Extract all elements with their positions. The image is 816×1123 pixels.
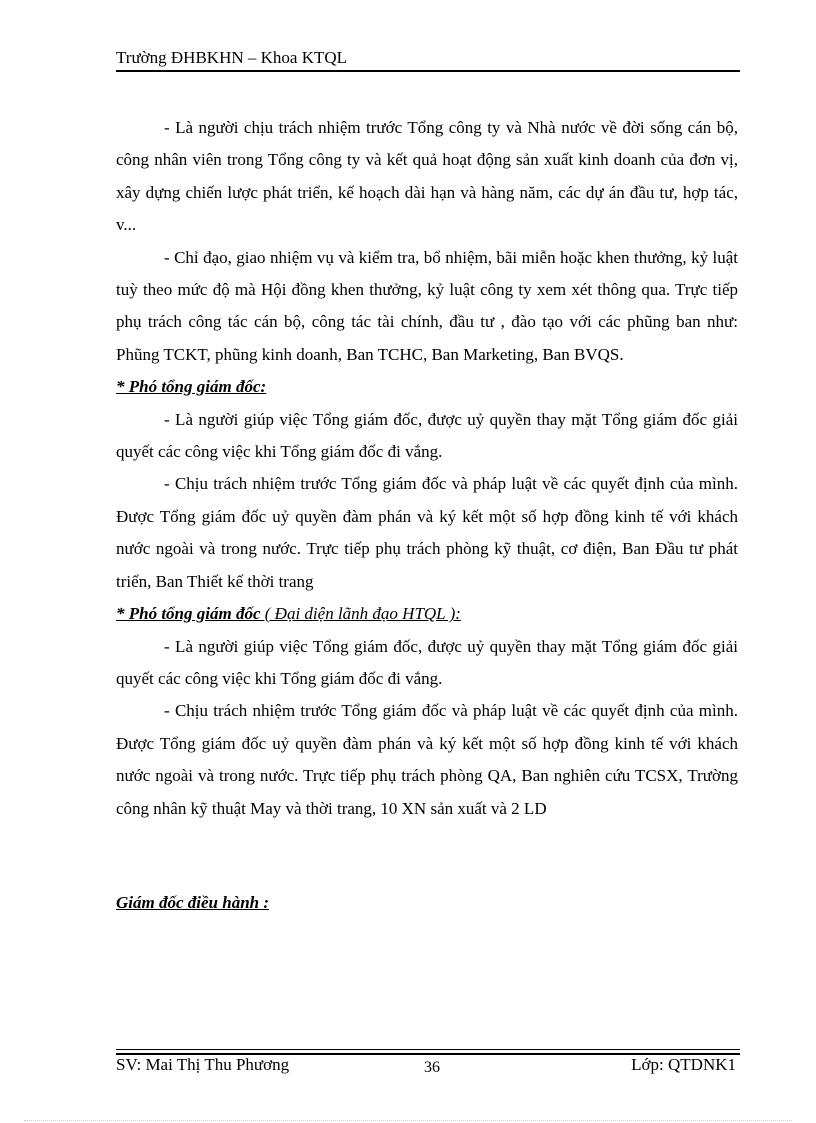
heading-deputy-htql-sub: ( Đại diện lãnh đạo HTQL ): <box>260 604 461 624</box>
footer-student: SV: Mai Thị Thu Phương <box>116 1055 290 1074</box>
spacer <box>116 825 738 887</box>
heading-executive-director: Giám đốc điều hành : <box>116 892 270 912</box>
heading-deputy-htql <box>116 598 738 630</box>
footer-rule-thin <box>116 1049 740 1050</box>
heading-deputy-general-director: * Phó tổng giám đốc: <box>116 377 267 397</box>
paragraph-deputy-responsibility: - Chịu trách nhiệm trước Tổng giám đốc và pháp luật về các quyết định của mình. Được Tổng giám đốc uỷ quyền đàm phán và ký kết một số hợp đồng kinh tế với khách nước ngoài và trong nước. Trực tiếp phụ trách phòng kỹ thuật, cơ điện, Ban Đầu tư phát triển, Ban Thiết kế thời trang <box>116 474 738 591</box>
document-body <box>116 112 738 919</box>
paragraph-direction: - Chỉ đạo, giao nhiệm vụ và kiểm tra, bổ nhiệm, bãi miễn hoặc khen thưởng, kỷ luật tuỳ theo mức độ mà Hội đồng khen thưởng, kỷ luật công ty xem xét thông qua. Trực tiếp phụ trách công tác cán bộ, công tác tài chính, đầu tư , đào tạo với các phũng ban như: Phũng TCKT, phũng kinh doanh, Ban TCHC, Ban Marketing, Ban BVQS. <box>116 247 738 364</box>
paragraph-deputy-assist: - Là người giúp việc Tổng giám đốc, được uỷ quyền thay mặt Tổng giám đốc giải quyết các công việc khi Tổng giám đốc đi vắng. <box>116 409 738 462</box>
header-rule <box>116 70 740 72</box>
paragraph-responsibility: - Là người chịu trách nhiệm trước Tổng công ty và Nhà nước về đời sống cán bộ, công nhân viên trong Tổng công ty và kết quả hoạt động sản xuất kinh doanh của đơn vị, xây dựng chiến lược phát triển, kế hoạch dài hạn và hàng năm, các dự án đầu tư, hợp tác, v... <box>116 118 738 235</box>
heading-deputy-htql-main: * Phó tổng giám đốc <box>116 604 261 624</box>
footer-page-number: 36 <box>424 1059 440 1076</box>
paragraph-htql-assist: - Là người giúp việc Tổng giám đốc, được uỷ quyền thay mặt Tổng giám đốc giải quyết các công việc khi Tổng giám đốc đi vắng. <box>116 636 738 688</box>
page-edge-divider <box>24 1120 792 1121</box>
paragraph-htql-responsibility: - Chịu trách nhiệm trước Tổng giám đốc và pháp luật về các quyết định của mình. Được Tổng giám đốc uỷ quyền đàm phán và ký kết một số hợp đồng kinh tế với khách nước ngoài và trong nước. Trực tiếp phụ trách phòng QA, Ban nghiên cứu TCSX, Trường công nhân kỹ thuật May và thời trang, 10 XN sản xuất và 2 LD <box>116 701 738 818</box>
page-header: Trường ĐHBKHN – Khoa KTQL <box>116 48 348 67</box>
footer-class: Lớp: QTDNK1 <box>631 1055 736 1074</box>
